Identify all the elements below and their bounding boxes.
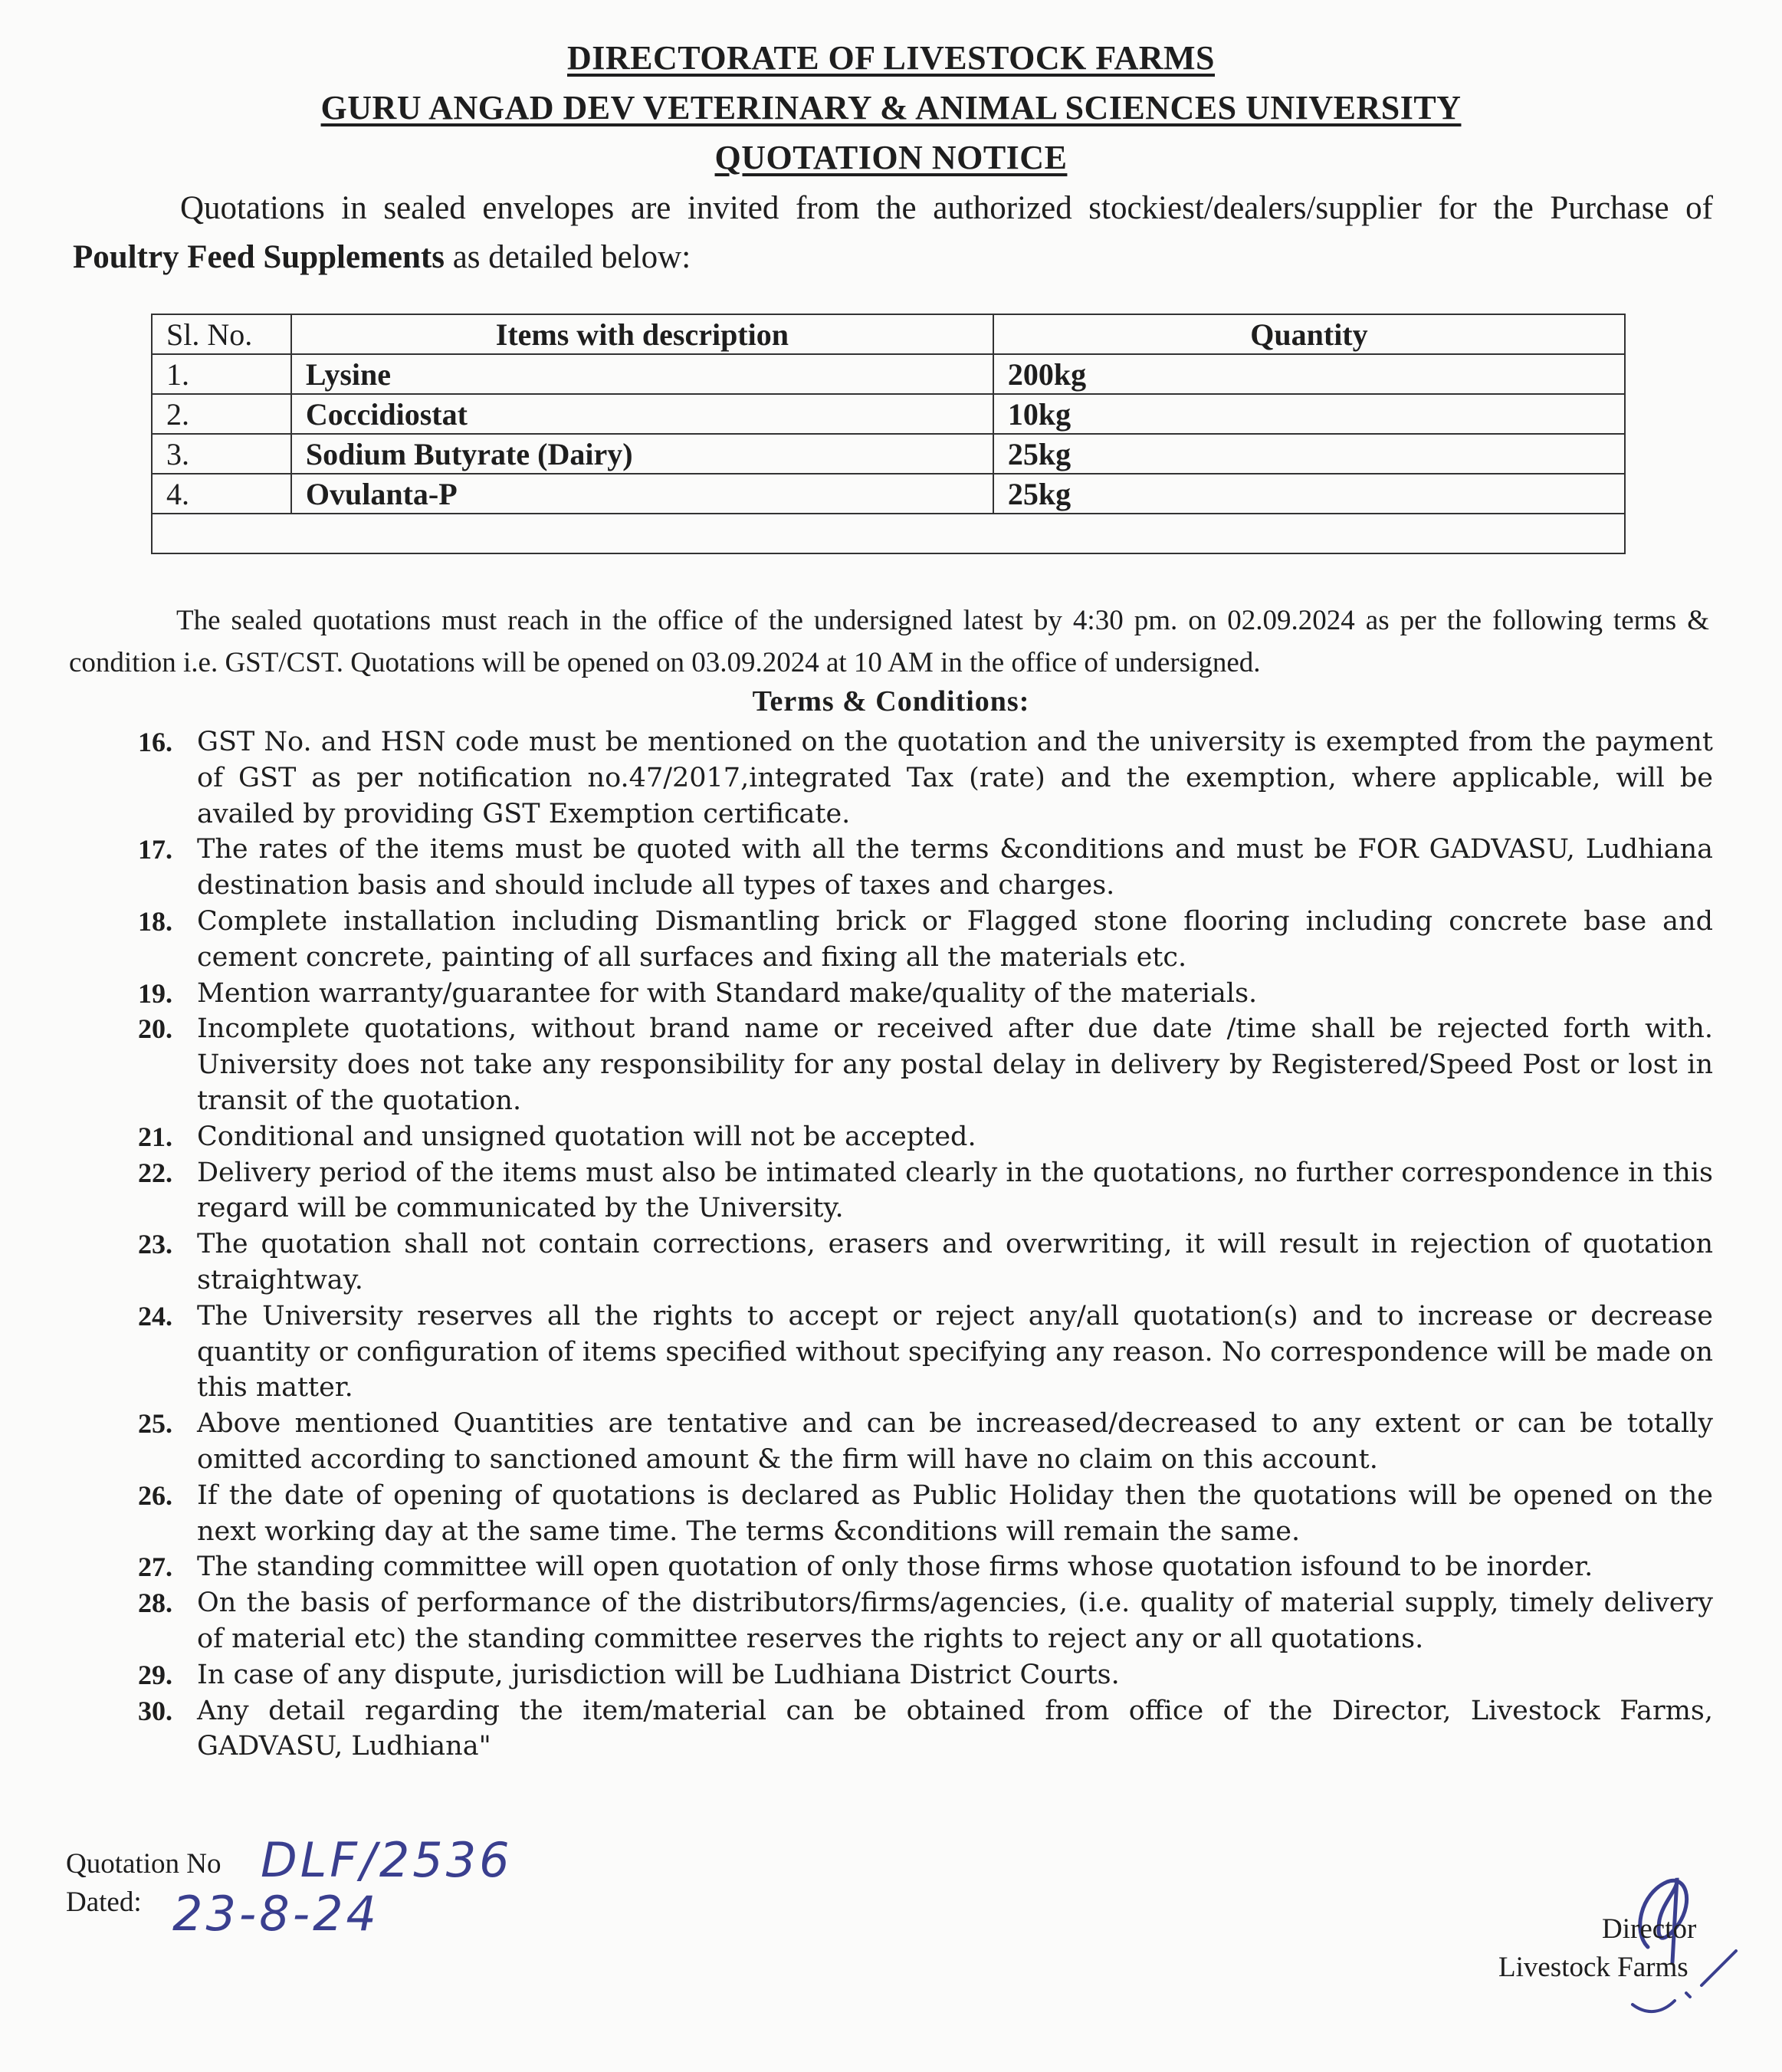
term-number: 26. <box>138 1479 172 1511</box>
term-number: 27. <box>138 1552 172 1583</box>
table-header-row <box>152 314 1625 354</box>
term-text: Incomplete quotations, without brand name or received after due date /time shall be rejected forth with. University does not take any responsibility for any postal delay in delivery by Registered/Speed Post or lost in transit of the quotation. <box>197 1013 1713 1116</box>
term-item <box>138 724 1713 832</box>
term-item <box>138 1011 1713 1118</box>
term-text: Delivery period of the items must also be intimated clearly in the quotations, no further correspondence in this regard will be communicated by the University. <box>197 1157 1713 1224</box>
term-number: 21. <box>138 1121 172 1152</box>
term-text: In case of any dispute, jurisdiction will be Ludhiana District Courts. <box>197 1659 1120 1690</box>
term-text: The University reserves all the rights to accept or reject any/all quotation(s) and to increase or decrease quantity or configuration of items specified without specifying any reason. No correspondence will be made on this matter. <box>197 1300 1713 1404</box>
term-text: Conditional and unsigned quotation will not be accepted. <box>197 1121 976 1152</box>
terms-list <box>138 724 1713 1765</box>
term-number: 22. <box>138 1157 172 1188</box>
term-item <box>138 1693 1713 1765</box>
term-number: 18. <box>138 905 172 937</box>
empty-cell <box>152 514 1625 553</box>
term-item <box>138 1119 1713 1155</box>
row-qty: 25kg <box>993 434 1625 474</box>
header-quantity: Quantity <box>993 314 1625 354</box>
term-text: Complete installation including Dismantling brick or Flagged stone flooring including concrete base and cement concrete, painting of all surfaces and fixing all the materials etc. <box>197 905 1713 973</box>
term-item <box>138 1299 1713 1406</box>
row-item: Lysine <box>291 354 993 394</box>
term-item <box>138 976 1713 1012</box>
term-text: If the date of opening of quotations is declared as Public Holiday then the quotations will be opened on the next working day at the same time. The terms &conditions will remain the same. <box>197 1479 1713 1547</box>
term-number: 20. <box>138 1013 172 1045</box>
quotation-no-handwritten: DLF/2536 <box>261 1832 513 1888</box>
term-item <box>138 1549 1713 1585</box>
term-item <box>138 1406 1713 1478</box>
signatory-office: Livestock Farms <box>1498 1952 1688 1983</box>
row-item: Sodium Butyrate (Dairy) <box>291 434 993 474</box>
header-items: Items with description <box>291 314 993 354</box>
table-empty-row <box>152 514 1625 553</box>
quotation-no-label: Quotation No <box>66 1848 222 1880</box>
dated-handwritten: 23-8-24 <box>172 1886 379 1942</box>
term-item <box>138 1657 1713 1693</box>
term-item <box>138 832 1713 904</box>
term-number: 16. <box>138 727 172 757</box>
table-row <box>152 394 1625 434</box>
intro-text-2: as detailed below: <box>444 239 691 275</box>
submission-text: The sealed quotations must reach in the office of the undersigned latest by 4:30 pm. on 02.09.2024 as per the following terms & condition i.e. GST/CST. Quotations will be opened on 03.09.2024 at 10 AM in the office of undersigned. <box>69 605 1709 678</box>
row-item: Ovulanta-P <box>291 474 993 514</box>
term-number: 23. <box>138 1229 172 1260</box>
header-notice-title: QUOTATION NOTICE <box>714 139 1068 176</box>
terms-title: Terms & Conditions: <box>752 685 1030 717</box>
term-text: Any detail regarding the item/material can be obtained from office of the Director, Livestock Farms, GADVASU, Ludhiana" <box>197 1695 1713 1762</box>
items-table <box>151 314 1626 554</box>
term-text: On the basis of performance of the distributors/firms/agencies, (i.e. quality of material supply, timely delivery of material etc) the standing committee reserves the rights to reject any or all quotations. <box>197 1588 1713 1654</box>
intro-bold-item: Poultry Feed Supplements <box>73 239 445 275</box>
term-number: 28. <box>138 1588 172 1619</box>
row-sl: 3. <box>152 434 291 474</box>
header-directorate: DIRECTORATE OF LIVESTOCK FARMS <box>566 39 1216 77</box>
term-text: Above mentioned Quantities are tentative and can be increased/decreased to any extent or can be totally omitted according to sanctioned amount & the firm will have no claim on this account. <box>197 1408 1713 1475</box>
table-row <box>152 354 1625 394</box>
term-number: 29. <box>138 1659 172 1690</box>
row-qty: 25kg <box>993 474 1625 514</box>
term-item <box>138 1155 1713 1227</box>
row-qty: 10kg <box>993 394 1625 434</box>
submission-paragraph <box>69 599 1709 684</box>
term-text: The rates of the items must be quoted with all the terms &conditions and must be FOR GADVASU, Ludhiana destination basis and should include all types of taxes and charges. <box>197 834 1713 901</box>
term-number: 17. <box>138 834 172 865</box>
term-number: 24. <box>138 1300 172 1332</box>
row-qty: 200kg <box>993 354 1625 394</box>
table-row <box>152 474 1625 514</box>
row-item: Coccidiostat <box>291 394 993 434</box>
intro-text-1: Quotations in sealed envelopes are invited from the authorized stockiest/dealers/supplier for the Purchase of <box>180 190 1713 226</box>
term-item <box>138 1585 1713 1657</box>
dated-label: Dated: <box>66 1886 142 1918</box>
row-sl: 4. <box>152 474 291 514</box>
term-item <box>138 1478 1713 1550</box>
term-text: Mention warranty/guarantee for with Standard make/quality of the materials. <box>197 977 1258 1009</box>
intro-paragraph <box>73 184 1713 282</box>
table-row <box>152 434 1625 474</box>
row-sl: 1. <box>152 354 291 394</box>
row-sl: 2. <box>152 394 291 434</box>
signatory-title: Director <box>1602 1913 1697 1945</box>
term-number: 25. <box>138 1408 172 1440</box>
header-sl-no: Sl. No. <box>152 314 291 354</box>
term-text: GST No. and HSN code must be mentioned on the quotation and the university is exempted from the payment of GST as per notification no.47/2017,integrated Tax (rate) and the exemption, where applicable, will be availed by providing GST Exemption certificate. <box>197 727 1713 829</box>
term-item <box>138 1226 1713 1299</box>
term-text: The quotation shall not contain corrections, erasers and overwriting, it will result in rejection of quotation straightway. <box>197 1229 1713 1295</box>
term-item <box>138 904 1713 976</box>
header-university: GURU ANGAD DEV VETERINARY & ANIMAL SCIENCES UNIVERSITY <box>320 89 1462 126</box>
term-text: The standing committee will open quotation of only those firms whose quotation isfound to be inorder. <box>197 1552 1593 1583</box>
term-number: 30. <box>138 1695 172 1726</box>
term-number: 19. <box>138 977 172 1009</box>
